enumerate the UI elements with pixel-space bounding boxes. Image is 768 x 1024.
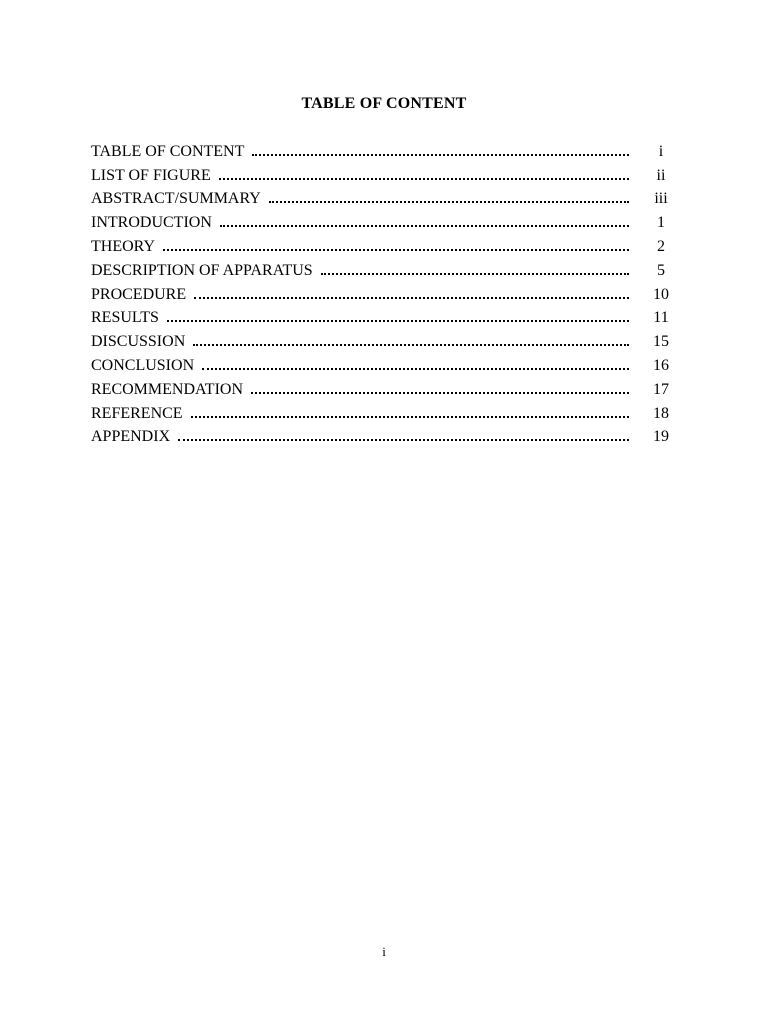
toc-entry-label: TABLE OF CONTENT — [91, 142, 245, 160]
dot-leader — [194, 297, 629, 299]
toc-entry-label: RECOMMENDATION — [91, 380, 243, 398]
toc-entry-label: RESULTS — [91, 309, 159, 327]
toc-entry-label: THEORY — [91, 238, 155, 256]
toc-entry-page: 10 — [653, 285, 669, 303]
dot-leader — [220, 225, 629, 227]
dot-leader — [193, 344, 629, 346]
toc-entry-label: DISCUSSION — [91, 333, 186, 351]
dot-leader — [219, 178, 629, 180]
toc-entry-appendix — [91, 426, 681, 450]
toc-entry-introduction — [91, 211, 681, 235]
toc-entry-page: 15 — [653, 333, 669, 351]
footer-page-number: i — [382, 944, 386, 959]
toc-entry-page: 1 — [657, 214, 665, 232]
toc-entry-page: 19 — [653, 428, 669, 446]
toc-entry-table-of-content — [91, 140, 681, 164]
toc-entry-conclusion — [91, 354, 681, 378]
toc-entry-label: DESCRIPTION OF APPARATUS — [91, 261, 313, 279]
toc-entry-abstract-summary — [91, 188, 681, 212]
dot-leader — [321, 273, 629, 275]
toc-entry-description-of-apparatus — [91, 259, 681, 283]
dot-leader — [178, 439, 629, 441]
dot-leader — [191, 416, 629, 418]
dot-leader — [251, 392, 629, 394]
page-title: TABLE OF CONTENT — [301, 95, 467, 112]
toc-entry-page: 11 — [653, 309, 669, 327]
toc-entry-page: ii — [656, 166, 666, 184]
toc-entry-label: CONCLUSION — [91, 357, 195, 375]
dot-leader — [202, 368, 629, 370]
toc-entry-recommendation — [91, 378, 681, 402]
toc-entry-list-of-figure — [91, 164, 681, 188]
table-of-contents — [91, 140, 681, 449]
toc-entry-discussion — [91, 330, 681, 354]
toc-entry-page: 16 — [653, 357, 669, 375]
dot-leader — [252, 154, 629, 156]
toc-entry-label: REFERENCE — [91, 404, 183, 422]
toc-entry-label: LIST OF FIGURE — [91, 166, 211, 184]
dot-leader — [163, 249, 629, 251]
toc-entry-page: 5 — [657, 261, 665, 279]
toc-entry-label: INTRODUCTION — [91, 214, 212, 232]
toc-entry-results — [91, 307, 681, 331]
toc-entry-page: 18 — [653, 404, 669, 422]
toc-entry-procedure — [91, 283, 681, 307]
toc-entry-reference — [91, 402, 681, 426]
dot-leader — [167, 320, 629, 322]
toc-entry-page: iii — [654, 190, 668, 208]
toc-entry-page: 17 — [653, 380, 669, 398]
toc-entry-page: 2 — [657, 238, 665, 256]
toc-entry-theory — [91, 235, 681, 259]
toc-entry-label: ABSTRACT/SUMMARY — [91, 190, 261, 208]
dot-leader — [269, 201, 629, 203]
toc-entry-page: i — [658, 142, 664, 160]
toc-entry-label: APPENDIX — [91, 428, 171, 446]
toc-entry-label: PROCEDURE — [91, 285, 187, 303]
